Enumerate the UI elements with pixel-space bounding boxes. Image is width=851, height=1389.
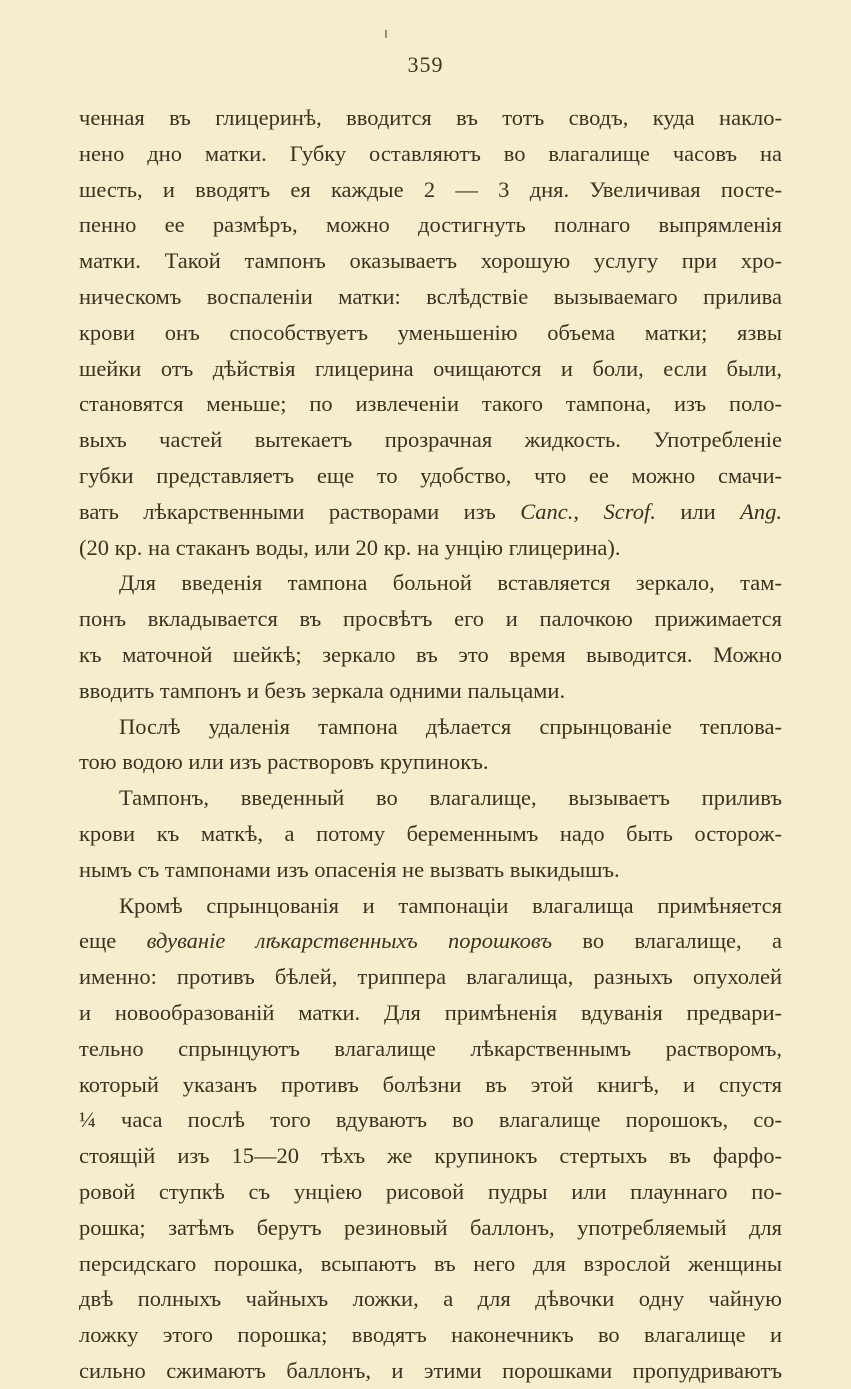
italic-term: Canc. [520,498,574,524]
text-line: выхъ частей вытекаетъ прозрачная жидкость. Употребленіе [79,427,782,453]
text-line: ¼ часа послѣ того вдуваютъ во влагалище порошокъ, со- [79,1107,782,1133]
text-line: пенно ее размѣръ, можно достигнуть полнаго выпрямленія [79,212,782,238]
italic-term: вдуваніе лѣкарственныхъ порошковъ [146,928,553,954]
text-line: шесть, и вводятъ ея каждые 2 — 3 дня. Увеличивая посте- [79,176,782,202]
text-line: Послѣ удаленія тампона дѣлается спрынцованіе теплова- [119,713,782,739]
text-line: становятся меньше; по извлеченіи такого тампона, изъ поло- [79,391,782,417]
text-line [79,494,782,530]
text-line: (20 кр. на стаканъ воды, или 20 кр. на унцію глицерина). [79,534,621,560]
text-line: ровой ступкѣ съ унціею рисовой пудры или плауннаго по- [79,1178,782,1204]
page-number: 359 [407,52,444,77]
text-line: шейки отъ дѣйствія глицерина очищаются и боли, если были, [79,355,782,381]
italic-term: Scrof. [603,498,656,524]
text-line: ченная въ глицеринѣ, вводится въ тотъ сводъ, куда накло- [79,105,782,130]
text-line: матки. Такой тампонъ оказываетъ хорошую услугу при хро- [79,248,782,274]
text-line: именно: противъ бѣлей, триппера влагалища, разныхъ опухолей [79,964,782,990]
text-line: Тампонъ, введенный во влагалище, вызываетъ приливъ [119,785,782,811]
scan-mark [385,30,387,38]
text-line: крови къ маткѣ, а потому беременнымъ надо быть осторож- [79,820,782,846]
text-line: рошка; затѣмъ берутъ резиновый баллонъ, употребляемый для [79,1214,782,1240]
text-line: стоящій изъ 15—20 тѣхъ же крупинокъ стертыхъ въ фарфо- [79,1143,782,1169]
text-line [79,923,782,959]
text-line: который указанъ противъ болѣзни въ этой книгѣ, и спустя [79,1071,782,1097]
text-line: крови онъ способствуетъ уменьшенію объема матки; язвы [79,319,782,345]
text-line: къ маточной шейкѣ; зеркало въ это время выводится. Можно [79,641,782,667]
text-line: вводить тампонъ и безъ зеркала одними пальцами. [79,677,566,703]
line-segment: во влагалище, а [552,928,782,954]
text-line: ническомъ воспаленіи матки: вслѣдствіе вызываемаго прилива [79,283,782,309]
line-segment: вать лѣкарственными растворами изъ [79,498,521,524]
text-line: понъ вкладывается въ просвѣтъ его и палочкою прижимается [79,606,782,632]
text-line: персидскаго порошка, всыпаютъ въ него для взрослой женщины [79,1250,782,1276]
text-line: сильно сжимаютъ баллонъ, и этими порошками пропудриваютъ [79,1357,782,1383]
line-segment: еще [79,928,147,954]
text-line: двѣ полныхъ чайныхъ ложки, а для дѣвочки одну чайную [79,1286,782,1312]
text-line: тою водою или изъ растворовъ крупинокъ. [79,749,489,775]
text-line: Для введенія тампона больной вставляется зеркало, там- [119,570,782,596]
text-line: тельно спрынцуютъ влагалище лѣкарственнымъ растворомъ, [79,1035,782,1061]
text-line: губки представляетъ еще то удобство, что ее можно смачи- [79,462,782,488]
line-segment: или [655,498,741,524]
text-body [79,100,782,1389]
text-line: ложку этого порошка; вводятъ наконечникъ во влагалище и [79,1322,782,1348]
line-segment: , [573,498,604,524]
text-line: нымъ съ тампонами изъ опасенія не вызвать выкидышъ. [79,856,620,882]
text-line: Кромѣ спрынцованія и тампонаціи влагалища примѣняется [119,892,782,918]
text-line: нено дно матки. Губку оставляютъ во влагалище часовъ на [79,140,782,166]
text-line: и новообразованій матки. Для примѣненія вдуванія предвари- [79,999,782,1025]
italic-term: Ang. [740,498,782,524]
